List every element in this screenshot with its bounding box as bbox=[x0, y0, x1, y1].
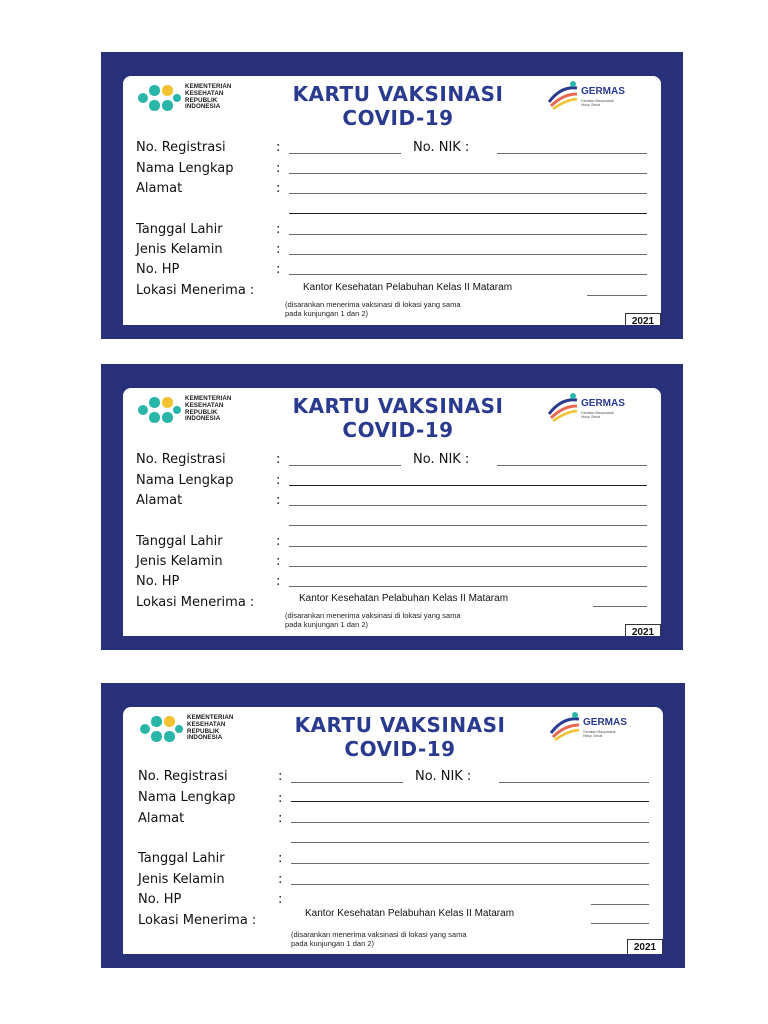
card-title bbox=[275, 713, 525, 761]
tanggal-field-line[interactable] bbox=[289, 546, 647, 547]
label-nik: No. NIK : bbox=[413, 452, 470, 467]
kelamin-field-line[interactable] bbox=[291, 884, 649, 885]
colon: : bbox=[276, 222, 281, 237]
colon: : bbox=[276, 493, 281, 508]
ministry-line: KESEHATAN bbox=[185, 89, 224, 97]
germas-logo bbox=[547, 392, 647, 422]
label-no-hp: No. HP bbox=[138, 892, 182, 907]
card-title bbox=[273, 82, 523, 130]
colon: : bbox=[278, 892, 283, 907]
germas-logo bbox=[549, 711, 649, 741]
ministry-name bbox=[185, 84, 231, 111]
alamat-field-line-2[interactable] bbox=[291, 842, 649, 843]
kemenkes-emblem-icon bbox=[137, 82, 181, 114]
label-jenis-kelamin: Jenis Kelamin bbox=[138, 872, 225, 887]
note-line: (disarankan menerima vaksinasi di lokasi yang sama bbox=[291, 930, 467, 939]
label-jenis-kelamin: Jenis Kelamin bbox=[136, 242, 223, 257]
note-line: pada kunjungan 1 dan 2) bbox=[285, 309, 368, 318]
hp-field-line[interactable] bbox=[289, 274, 647, 275]
kemenkes-emblem-icon bbox=[139, 713, 183, 745]
label-registrasi: No. Registrasi bbox=[138, 769, 228, 784]
germas-logo bbox=[547, 80, 647, 110]
kemenkes-emblem-icon bbox=[137, 394, 181, 426]
colon: : bbox=[276, 161, 281, 176]
vaccination-card-1 bbox=[101, 52, 683, 339]
lokasi-note bbox=[291, 930, 571, 948]
vaccination-card-3 bbox=[101, 683, 685, 968]
label-nik: No. NIK : bbox=[413, 140, 470, 155]
label-nama: Nama Lengkap bbox=[136, 161, 234, 176]
germas-figure-icon bbox=[549, 711, 583, 741]
registrasi-field-line[interactable] bbox=[289, 465, 401, 466]
nama-field-line[interactable] bbox=[291, 801, 649, 802]
registrasi-field-line[interactable] bbox=[291, 782, 403, 783]
ministry-line: INDONESIA bbox=[187, 734, 223, 742]
title-line-1: KARTU VAKSINASI bbox=[292, 394, 504, 418]
colon: : bbox=[276, 140, 281, 155]
kemenkes-logo bbox=[137, 394, 247, 428]
label-lokasi: Lokasi Menerima : bbox=[136, 283, 255, 298]
alamat-field-line-1[interactable] bbox=[291, 822, 649, 823]
ministry-line: REPUBLIK bbox=[185, 408, 218, 416]
colon: : bbox=[276, 452, 281, 467]
kemenkes-logo bbox=[137, 82, 247, 116]
label-lokasi: Lokasi Menerima : bbox=[136, 595, 255, 610]
label-alamat: Alamat bbox=[136, 181, 183, 196]
colon: : bbox=[278, 811, 283, 826]
colon: : bbox=[278, 769, 283, 784]
kemenkes-logo bbox=[139, 713, 249, 747]
label-no-hp: No. HP bbox=[136, 262, 180, 277]
alamat-field-line-1[interactable] bbox=[289, 505, 647, 506]
colon: : bbox=[276, 574, 281, 589]
nama-field-line[interactable] bbox=[289, 173, 647, 174]
card-title bbox=[273, 394, 523, 442]
lokasi-note bbox=[285, 611, 565, 629]
title-line-2: COVID-19 bbox=[344, 737, 456, 761]
colon: : bbox=[278, 791, 283, 806]
germas-word: GERMAS bbox=[581, 398, 625, 409]
year-badge: 2021 bbox=[625, 313, 661, 325]
label-tanggal-lahir: Tanggal Lahir bbox=[138, 851, 225, 866]
germas-tagline: Gerakan Masyarakat Hidup Sehat bbox=[581, 99, 614, 107]
hp-field-line[interactable] bbox=[289, 586, 647, 587]
label-alamat: Alamat bbox=[138, 811, 185, 826]
lokasi-field-line[interactable] bbox=[591, 923, 649, 924]
note-line: pada kunjungan 1 dan 2) bbox=[291, 939, 374, 948]
registrasi-field-line[interactable] bbox=[289, 153, 401, 154]
ministry-line: INDONESIA bbox=[185, 103, 221, 111]
label-nama: Nama Lengkap bbox=[136, 473, 234, 488]
germas-word: GERMAS bbox=[581, 86, 625, 97]
label-tanggal-lahir: Tanggal Lahir bbox=[136, 222, 223, 237]
colon: : bbox=[278, 851, 283, 866]
card-inner bbox=[123, 388, 661, 636]
hp-field-line[interactable] bbox=[591, 904, 649, 905]
card-inner bbox=[123, 707, 663, 954]
colon: : bbox=[276, 473, 281, 488]
tanggal-field-line[interactable] bbox=[291, 863, 649, 864]
ministry-name bbox=[187, 715, 233, 742]
nik-field-line[interactable] bbox=[497, 153, 647, 154]
lokasi-value: Kantor Kesehatan Pelabuhan Kelas II Mataram bbox=[303, 282, 513, 293]
kelamin-field-line[interactable] bbox=[289, 566, 647, 567]
nama-field-line[interactable] bbox=[289, 485, 647, 486]
title-line-1: KARTU VAKSINASI bbox=[292, 82, 504, 106]
label-registrasi: No. Registrasi bbox=[136, 140, 226, 155]
kelamin-field-line[interactable] bbox=[289, 254, 647, 255]
alamat-field-line-2[interactable] bbox=[289, 525, 647, 526]
germas-tagline: Gerakan Masyarakat Hidup Sehat bbox=[583, 730, 616, 738]
card-inner bbox=[123, 76, 661, 325]
vaccination-card-2 bbox=[101, 364, 683, 650]
label-nik: No. NIK : bbox=[415, 769, 472, 784]
ministry-line: KESEHATAN bbox=[185, 401, 224, 409]
ministry-line: KESEHATAN bbox=[187, 720, 226, 728]
nik-field-line[interactable] bbox=[497, 465, 647, 466]
lokasi-value: Kantor Kesehatan Pelabuhan Kelas II Mataram bbox=[299, 593, 509, 604]
note-line: pada kunjungan 1 dan 2) bbox=[285, 620, 368, 629]
colon: : bbox=[276, 554, 281, 569]
ministry-line: KEMENTERIAN bbox=[185, 83, 232, 90]
lokasi-note bbox=[285, 300, 565, 318]
colon: : bbox=[276, 181, 281, 196]
germas-figure-icon bbox=[547, 80, 581, 110]
title-line-1: KARTU VAKSINASI bbox=[294, 713, 506, 737]
germas-word: GERMAS bbox=[583, 717, 627, 728]
ministry-line: INDONESIA bbox=[185, 415, 221, 423]
lokasi-value: Kantor Kesehatan Pelabuhan Kelas II Mataram bbox=[305, 908, 515, 919]
tanggal-field-line[interactable] bbox=[289, 234, 647, 235]
lokasi-field-line[interactable] bbox=[593, 606, 647, 607]
year-badge: 2021 bbox=[625, 624, 661, 636]
ministry-line: REPUBLIK bbox=[187, 727, 220, 735]
lokasi-field-line[interactable] bbox=[587, 295, 647, 296]
label-jenis-kelamin: Jenis Kelamin bbox=[136, 554, 223, 569]
year-badge: 2021 bbox=[627, 939, 663, 954]
title-line-2: COVID-19 bbox=[342, 418, 454, 442]
note-line: (disarankan menerima vaksinasi di lokasi yang sama bbox=[285, 300, 461, 309]
note-line: (disarankan menerima vaksinasi di lokasi yang sama bbox=[285, 611, 461, 620]
nik-field-line[interactable] bbox=[499, 782, 649, 783]
label-registrasi: No. Registrasi bbox=[136, 452, 226, 467]
alamat-field-line-1[interactable] bbox=[289, 193, 647, 194]
colon: : bbox=[276, 262, 281, 277]
label-lokasi: Lokasi Menerima : bbox=[138, 913, 257, 928]
title-line-2: COVID-19 bbox=[342, 106, 454, 130]
label-nama: Nama Lengkap bbox=[138, 790, 236, 805]
label-alamat: Alamat bbox=[136, 493, 183, 508]
label-tanggal-lahir: Tanggal Lahir bbox=[136, 534, 223, 549]
label-no-hp: No. HP bbox=[136, 574, 180, 589]
colon: : bbox=[278, 872, 283, 887]
germas-figure-icon bbox=[547, 392, 581, 422]
colon: : bbox=[276, 242, 281, 257]
germas-tagline: Gerakan Masyarakat Hidup Sehat bbox=[581, 411, 614, 419]
ministry-line: KEMENTERIAN bbox=[185, 395, 232, 402]
alamat-field-line-2[interactable] bbox=[289, 213, 647, 214]
ministry-name bbox=[185, 396, 231, 423]
ministry-line: KEMENTERIAN bbox=[187, 714, 234, 721]
ministry-line: REPUBLIK bbox=[185, 96, 218, 104]
colon: : bbox=[276, 534, 281, 549]
